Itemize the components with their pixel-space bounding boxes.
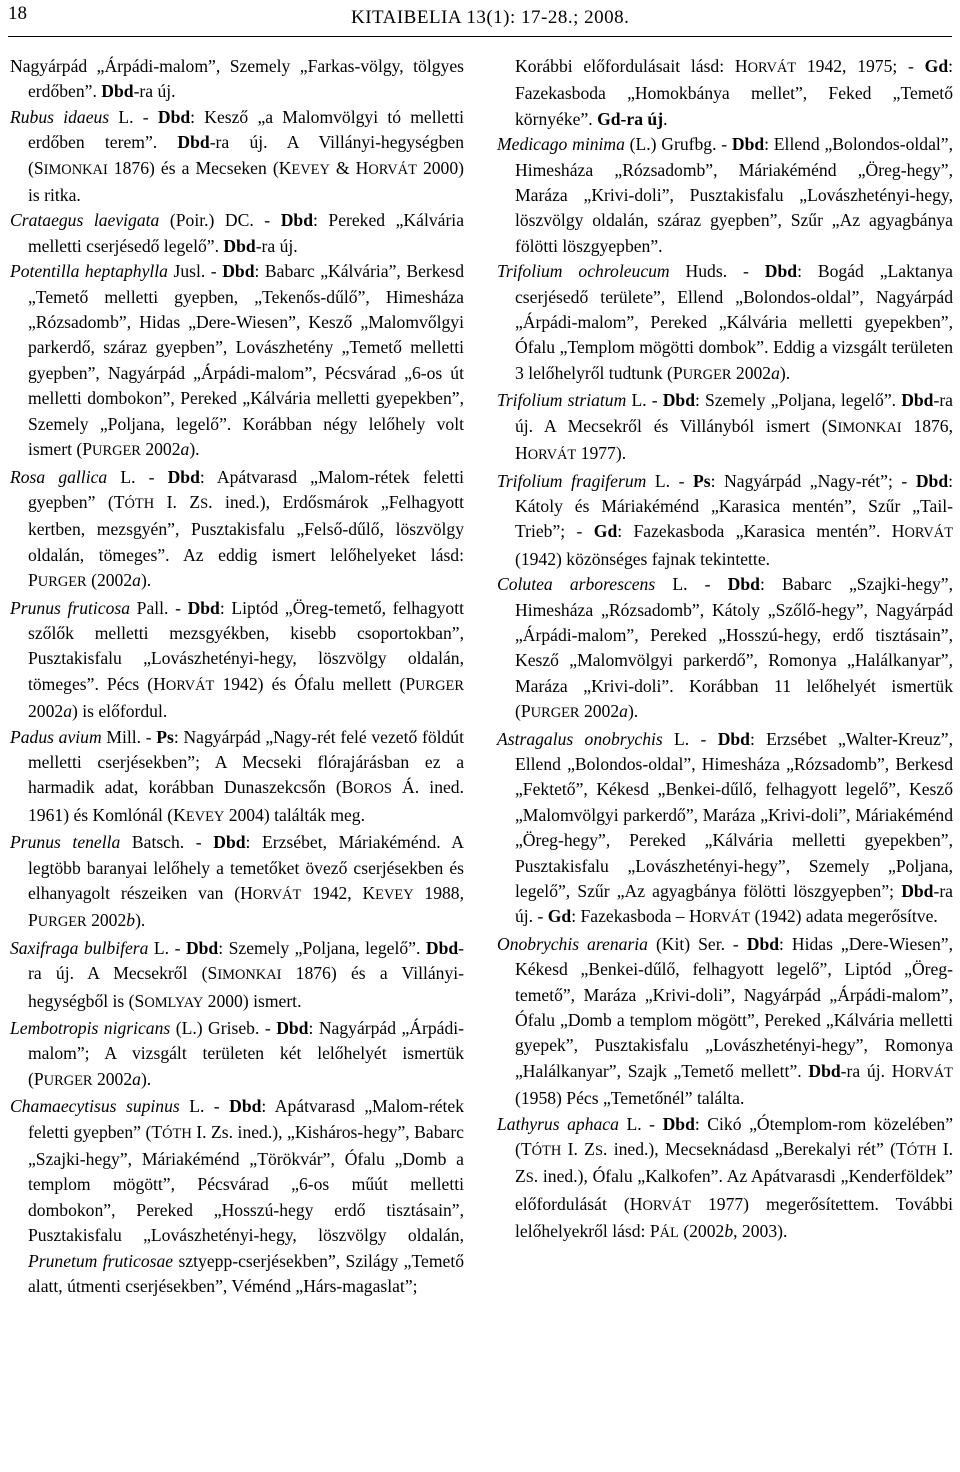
species-entry: Padus avium Mill. - Ps: Nagyárpád „Nagy-rét felé vezető földút melletti cserjésekben”; A Mecseki flórajárásban ez a harmadik adat, korábban Dunaszekcsőn (BOROS Á. ined. 1961) és Komlónál (KEVEY 2004) találták meg. — [10, 726, 464, 825]
species-entry: Korábbi előfordulásait lásd: HORVÁT 1942, 1975; - Gd: Fazekasboda „Homokbánya mellet”, Feked „Temető környéke”. Gd-ra új. — [515, 56, 954, 129]
species-entry: Saxifraga bulbifera L. - Dbd: Szemely „Poljana, legelő”. Dbd-ra új. A Mecsekről (SIMONKAI 1876) és a Villányi-hegységből is (SOMLYAY 2000) ismert. — [10, 937, 465, 1011]
species-entry: Rubus idaeus L. - Dbd: Kesző „a Malomvölgyi tó melletti erdőben terem”. Dbd-ra új. A Villányi-hegységben (SIMONKAI 1876) és a Mecseken (KEVEY & HORVÁT 2000) is ritka. — [10, 106, 465, 206]
species-entry: Nagyárpád „Árpádi-malom”, Szemely „Farkas-völgy, tölgyes erdőben”. Dbd-ra új. — [10, 56, 464, 102]
species-entry: Trifolium ochroleucum Huds. - Dbd: Bogád „Laktanya cserjésedő területe”, Ellend „Bolondos-oldal”, Nagyárpád „Árpádi-malom”, Pereked „Kálvária melletti gyepekben”, Ófalu „Templom mögötti dombok”. Eddig a vizsgált területen 3 lelőhelyről tudtunk (PURGER 2002a). — [497, 261, 953, 383]
page-header — [8, 2, 952, 38]
page-number: 18 — [8, 3, 27, 24]
species-entry: Crataegus laevigata (Poir.) DC. - Dbd: Pereked „Kálvária melletti cserjésedő legelő”. Dbd-ra új. — [10, 210, 465, 256]
species-entry: Trifolium fragiferum L. - Ps: Nagyárpád „Nagy-rét”; - Dbd: Kátoly és Máriakéménd „Karasica mentén”, Szűr „Tail-Trieb”; - Gd: Fazekasboda „Karasica mentén”. HORVÁT (1942) közönséges fajnak tekintette. — [497, 470, 954, 569]
species-entry: Trifolium striatum L. - Dbd: Szemely „Poljana, legelő”. Dbd-ra új. A Mecsekről és Villányból ismert (SIMONKAI 1876, HORVÁT 1977). — [497, 390, 953, 464]
right-column — [497, 54, 953, 1247]
header-rule — [8, 36, 952, 37]
species-entry: Astragalus onobrychis L. - Dbd: Erzsébet „Walter-Kreuz”, Ellend „Bolondos-oldal”, Himesháza „Rózsadomb”, Berkesd „Fektető”, Kékesd „Benkei-dűlő, felhagyott legelő”, Kesző „Malomvölgyi parkerdő”, Maráza „Krivi-doli”, Máriakéménd „Öreg-hegy”, Pereked „Kálvária melletti gyepekben”, Pusztakisfalu „Lovászhetényi-hegy”, Szemely „Poljana, legelő”, Szűr „Az agyagbánya fölötti löszgyepben”; Dbd-ra új. - Gd: Fazekasboda – HORVÁT (1942) adata megerősítve. — [497, 728, 953, 927]
species-entry: Colutea arborescens L. - Dbd: Babarc „Szajki-hegy”, Himesháza „Rózsadomb”, Kátoly „Szőlő-hegy”, Nagyárpád „Árpádi-malom”, Pereked „Hosszú-hegy, erdő tisztásain”, Kesző „Malomvölgyi parkerdő”, Romonya „Halálkanyar”, Maráza „Krivi-doli”. Korábban 11 lelőhelyét ismertük (PURGER 2002a). — [497, 574, 954, 722]
species-entry: Chamaecytisus supinus L. - Dbd: Apátvarasd „Malom-rétek feletti gyepben” (TÓTH I. Zs. ined.), „Kisháros-hegy”, Babarc „Szajki-hegy”, Máriakéménd „Törökvár”, Ófalu „Domb a templom mögött”, Pécsvárad „6-os műút melletti dombokon”, Pereked „Hosszú-hegy erdő tisztásain”, Pusztakisfalu „Lovászhetényi-hegy, löszvölgy oldalán, Prunetum fruticosae sztyepp-cserjésekben”, Szilágy „Temető alatt, útmenti cserjésekben”, Véménd „Hárs-magaslat”; — [10, 1096, 464, 1297]
journal-reference: KITAIBELIA 13(1): 17-28.; 2008. — [351, 7, 630, 28]
species-entry: Prunus fruticosa Pall. - Dbd: Liptód „Öreg-temető, felhagyott szőlők melletti mezsgyékben, kisebb csoportokban”, Pusztakisfalu „Lovászhetényi-hegy, löszvölgy oldalán, tömeges”. Pécs (HORVÁT 1942) és Ófalu mellett (PURGER 2002a) is előfordul. — [10, 597, 464, 722]
species-entry: Rosa gallica L. - Dbd: Apátvarasd „Malom-rétek feletti gyepben” (TÓTH I. ZS. ined.), Erdősmárok „Felhagyott kertben, mezsgyén”, Pusztakisfalu „Felső-dűlő, löszvölgy oldalán, tömeges”. Az eddig ismert lelőhelyeket lásd: PURGER (2002a). — [10, 466, 464, 591]
species-entry: Prunus tenella Batsch. - Dbd: Erzsébet, Máriakéménd. A legtöbb baranyai lelőhely a temetőket övező cserjésekben és elhanyagolt részeiken van (HORVÁT 1942, KEVEY 1988, PURGER 2002b). — [10, 832, 465, 931]
left-column — [10, 54, 464, 1300]
species-entry: Lembotropis nigricans (L.) Griseb. - Dbd: Nagyárpád „Árpádi-malom”; A vizsgált területen két lelőhelyét ismertük (PURGER 2002a). — [10, 1018, 465, 1089]
species-entry: Potentilla heptaphylla Jusl. - Dbd: Babarc „Kálvária”, Berkesd „Temető melletti gyepben, „Tekenős-dűlő”, Himesháza „Rózsadomb”, Hidas „Dere-Wiesen”, Kesző „Malomvőlgyi parkerdő, száraz gyepben”, Lovászhetény „Temető melletti gyepben”, Nagyárpád „Árpádi-malom”, Pécsvárad „6-os út melletti dombokon”, Pereked „Kálvária melletti gyepekben”, Szemely „Poljana, legelő”. Korábban négy lelőhely volt ismert (PURGER 2002a). — [10, 261, 464, 460]
species-entry: Lathyrus aphaca L. - Dbd: Cikó „Ótemplom-rom közelében” (TÓTH I. ZS. ined.), Mecseknádasd „Berekalyi rét” (TÓTH I. ZS. ined.), Ófalu „Kalkofen”. Az Apátvarasdi „Kenderföldek” előfordulását (HORVÁT 1977) megerősítettem. További lelőhelyekről lásd: PÁL (2002b, 2003). — [497, 1113, 954, 1242]
species-entry: Medicago minima (L.) Grufbg. - Dbd: Ellend „Bolondos-oldal”, Himesháza „Rózsadomb”, Máriakéménd „Öreg-hegy”, Maráza „Krivi-doli”, Pusztakisfalu „Lovászhetényi-hegy, löszvölgy oldalán, száraz gyepben”, Szűr „Az agyagbánya fölötti löszgyepben”. — [497, 134, 953, 256]
species-entry: Onobrychis arenaria (Kit) Ser. - Dbd: Hidas „Dere-Wiesen”, Kékesd „Benkei-dűlő, felhagyott legelő”, Liptód „Öreg-temető”, Maráza „Krivi-doli”, Nagyárpád „Árpádi-malom”, Ófalu „Domb a templom mögött”, Pereked „Kálvária melletti gyepek”, Pusztakisfalu „Lovászhetényi-hegy”, Romonya „Halálkanyar”, Szajk „Temető mellett”. Dbd-ra új. HORVÁT (1958) Pécs „Temetőnél” találta. — [497, 933, 953, 1109]
